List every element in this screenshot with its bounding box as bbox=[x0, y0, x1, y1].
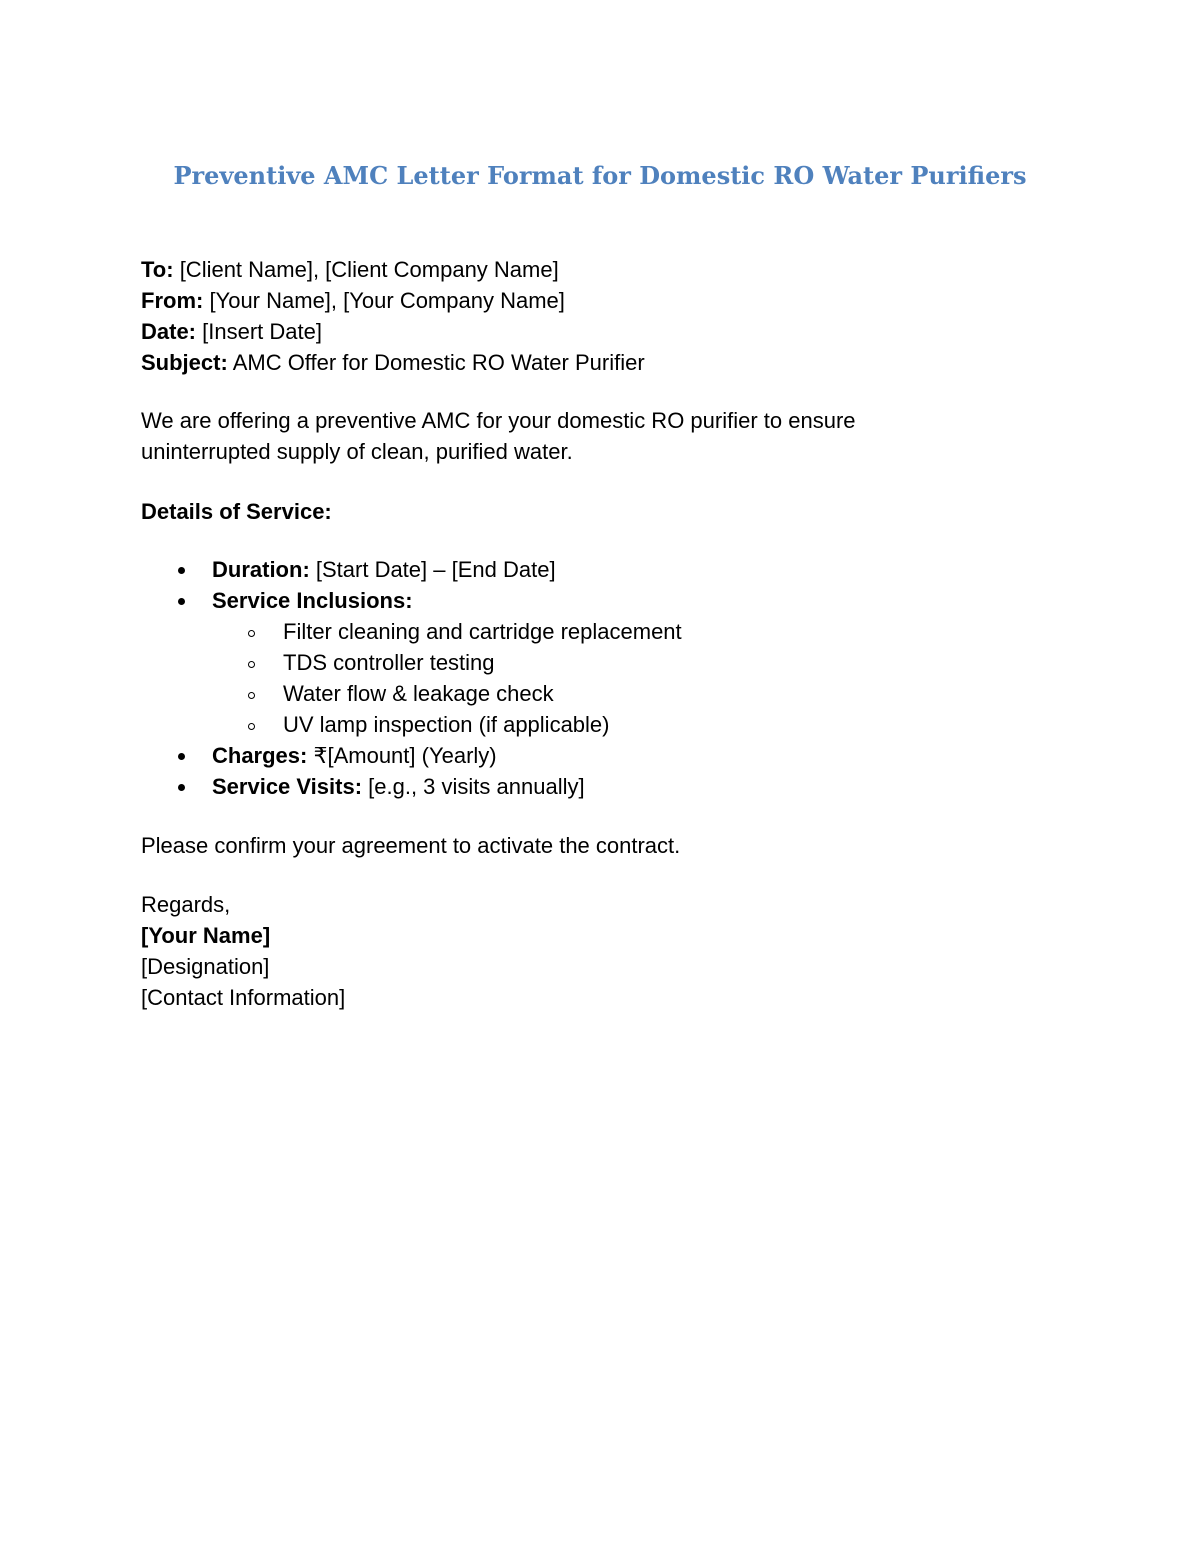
date-label: Date: bbox=[141, 319, 197, 344]
letter-header bbox=[141, 254, 1061, 378]
inclusions-label: Service Inclusions: bbox=[212, 588, 413, 613]
inclusion-text: Water flow & leakage check bbox=[283, 681, 554, 706]
charges-label: Charges: bbox=[212, 743, 308, 768]
duration-value: [Start Date] – [End Date] bbox=[309, 557, 556, 582]
circle-bullet-icon bbox=[248, 692, 255, 699]
signer-name: [Your Name] bbox=[141, 923, 271, 948]
inclusion-text: Filter cleaning and cartridge replacement bbox=[283, 619, 682, 644]
subject-line bbox=[141, 347, 1061, 378]
visits-label: Service Visits: bbox=[212, 774, 363, 799]
signer-contact: [Contact Information] bbox=[141, 985, 346, 1010]
sub-list-item bbox=[141, 678, 1061, 709]
list-item-charges bbox=[141, 740, 1061, 771]
bullet-icon bbox=[178, 784, 185, 791]
visits-value: [e.g., 3 visits annually] bbox=[362, 774, 585, 799]
subject-value: AMC Offer for Domestic RO Water Purifier bbox=[227, 350, 645, 375]
from-line bbox=[141, 285, 1061, 316]
circle-bullet-icon bbox=[248, 661, 255, 668]
signature-block bbox=[141, 889, 1061, 1013]
date-value: [Insert Date] bbox=[196, 319, 322, 344]
date-line bbox=[141, 316, 1061, 347]
inclusion-text: UV lamp inspection (if applicable) bbox=[283, 712, 610, 737]
details-list bbox=[141, 554, 1061, 802]
to-value: [Client Name], [Client Company Name] bbox=[173, 257, 559, 282]
sub-list-item bbox=[141, 647, 1061, 678]
list-item-inclusions bbox=[141, 585, 1061, 616]
from-label: From: bbox=[141, 288, 204, 313]
bullet-icon bbox=[178, 598, 185, 605]
from-value: [Your Name], [Your Company Name] bbox=[203, 288, 565, 313]
intro-line-1: We are offering a preventive AMC for your domestic RO purifier to ensure bbox=[141, 408, 856, 433]
sub-list-item bbox=[141, 709, 1061, 740]
intro-line-2: uninterrupted supply of clean, purified water. bbox=[141, 439, 573, 464]
to-line bbox=[141, 254, 1061, 285]
confirmation-text: Please confirm your agreement to activate the contract. bbox=[141, 833, 681, 858]
subject-label: Subject: bbox=[141, 350, 228, 375]
document-title: Preventive AMC Letter Format for Domestic RO Water Purifiers bbox=[173, 161, 1027, 190]
duration-label: Duration: bbox=[212, 557, 310, 582]
bullet-icon bbox=[178, 567, 185, 574]
to-label: To: bbox=[141, 257, 174, 282]
details-heading: Details of Service: bbox=[141, 499, 332, 524]
inclusion-text: TDS controller testing bbox=[283, 650, 495, 675]
intro-paragraph bbox=[141, 405, 1061, 467]
circle-bullet-icon bbox=[248, 630, 255, 637]
bullet-icon bbox=[178, 753, 185, 760]
circle-bullet-icon bbox=[248, 723, 255, 730]
list-item-visits bbox=[141, 771, 1061, 802]
signer-designation: [Designation] bbox=[141, 954, 270, 979]
sub-list-item bbox=[141, 616, 1061, 647]
closing: Regards, bbox=[141, 892, 231, 917]
list-item-duration bbox=[141, 554, 1061, 585]
charges-value: ₹[Amount] (Yearly) bbox=[307, 743, 497, 768]
